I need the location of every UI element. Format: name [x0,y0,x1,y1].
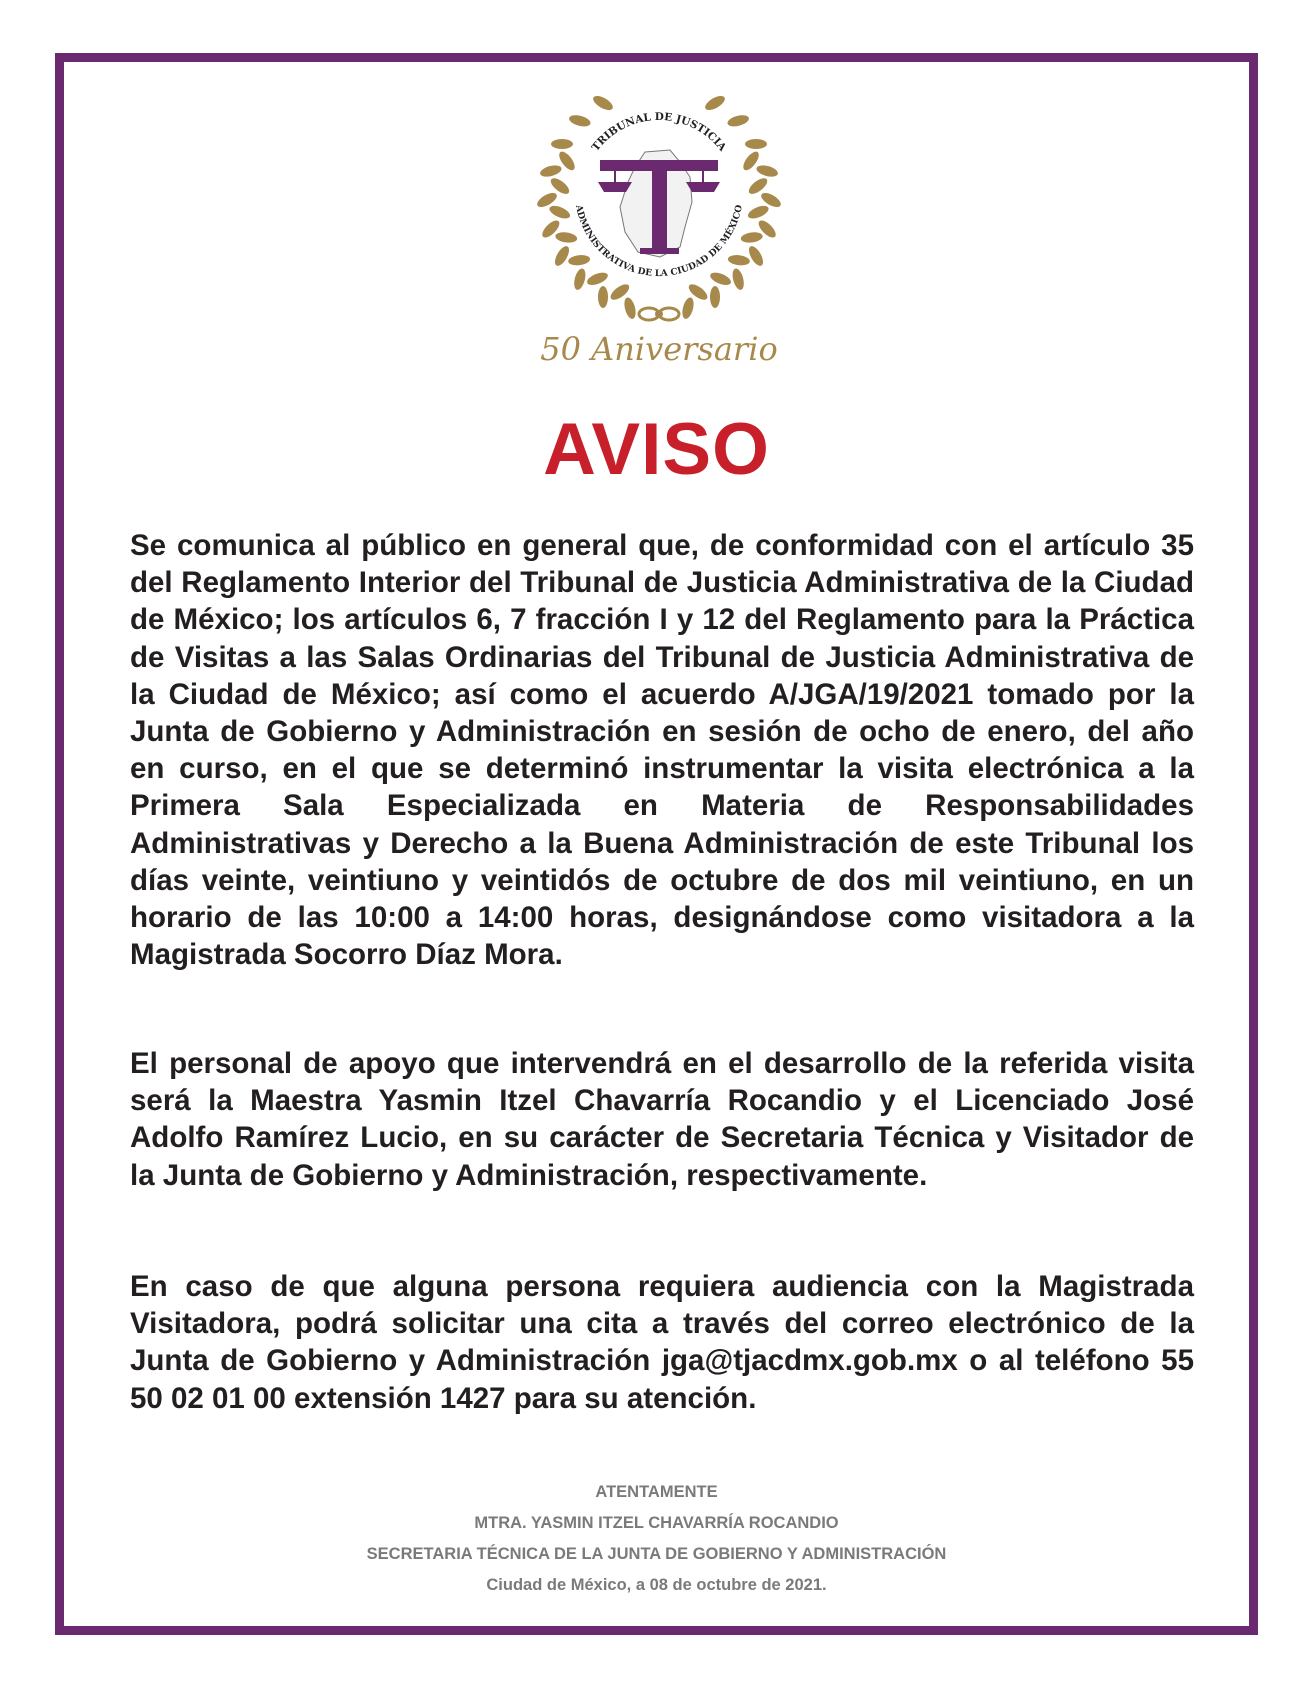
signature-place-date: Ciudad de México, a 08 de octubre de 2021. [486,1576,827,1594]
signature-block [0,1477,1313,1601]
paragraph-support-staff: El personal de apoyo que intervendrá en el desarrollo de la referida visita será la Maestra Yasmin Itzel Chavarría Rocandio y el Licenciado José Adolfo Ramírez Lucio, en su carácter de Secretaria Técnica y Visitador de la Junta de Gobierno y Administración, respectivamente. [130,1047,1194,1192]
signature-position: SECRETARIA TÉCNICA DE LA JUNTA DE GOBIERNO Y ADMINISTRACIÓN [366,1545,947,1563]
anniversary-label: 50 Aniversario [540,330,778,368]
signature-name: MTRA. YASMIN ITZEL CHAVARRÍA ROCANDIO [474,1514,839,1532]
svg-text:TRIBUNAL DE JUSTICIA: TRIBUNAL DE JUSTICIA [589,110,729,154]
paragraph-legal-basis: Se comunica al público en general que, de conformidad con el artículo 35 del Reglamento Interior del Tribunal de Justicia Administrativa de la Ciudad de México; los artículos 6, 7 fracción I y 12 del Reglamento para la Práctica de Visitas a las Salas Ordinarias del Tribunal de Justicia Administrativa de la Ciudad de México; así como el acuerdo A/JGA/19/2021 tomado por la Junta de Gobierno y Administración en sesión de ocho de enero, del año en curso, en el que se determinó instrumentar la visita electrónica a la Primera Sala Especializada en Materia de Responsabilidades Administrativas y Derecho a la Buena Administración de este Tribunal los días veinte, veintiuno y veintidós de octubre de dos mil veintiuno, en un horario de las 10:00 a 14:00 horas, designándose como visitadora a la Magistrada Socorro Díaz Mora. [130,529,1194,972]
signature-closing: ATENTAMENTE [595,1483,718,1501]
scales-of-justice-icon [598,160,720,254]
paragraph-contact: En caso de que alguna persona requiera audiencia con la Magistrada Visitadora, podrá solicitar una cita a través del correo electrónico de la Junta de Gobierno y Administración jga@tjacdmx.gob.mx o al teléfono 55 50 02 01 00 extensión 1427 para su atención. [130,1270,1194,1415]
page-title: AVISO [543,409,770,490]
svg-text:ADMINISTRATIVA DE LA CIUDAD DE: ADMINISTRATIVA DE LA CIUDAD DE MÉXICO [573,204,745,280]
tribunal-seal-logo [520,82,798,382]
